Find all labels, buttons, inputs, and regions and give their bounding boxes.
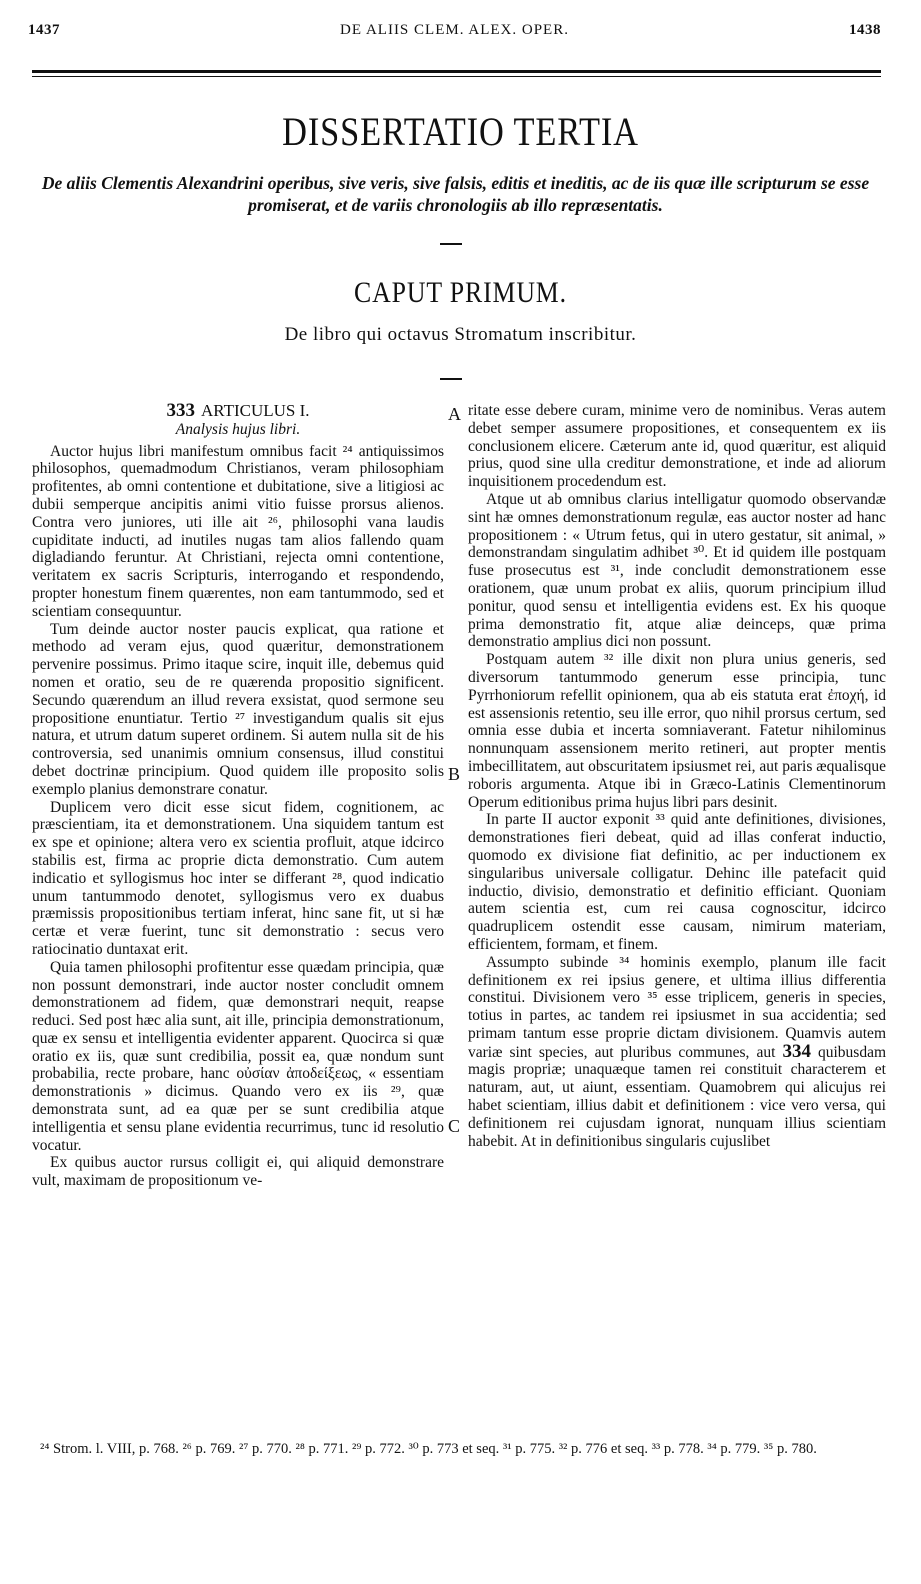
paragraph: ritate esse debere curam, minime vero de nominibus. Veras autem debet semper assumere propositiones, et consequentem ex iis conclusionem elicere. Cæterum ante id, quod quæritur, est aliquid prius, quod sine ulla creditur demonstratione, et inde ad aliorum inquisitionem procedendum est. [468, 402, 886, 491]
dissertation-subtitle: De aliis Clementis Alexandrini operibus, sive veris, sive falsis, editis et ineditis, ac de iis quæ ille scripturum se esse promiserat, et de variis chronologiis ab illo repræsentatis. [41, 173, 870, 215]
chapter-subtitle: De libro qui octavus Stromatum inscribitur. [284, 324, 637, 345]
paragraph-text: Assumpto subinde ³⁴ hominis exemplo, planum ille facit definitionem ex rei ipsius genere, et ultima illius differentia constitui. Divisionem vero ³⁵ esse triplicem, generis in species, totius in partes, ac tandem rei ipsiusmet in sua accidentia; sed primam tantum esse proprie dictam divisionem. Quamvis autem variæ sint species, aut pluribus communes, aut [468, 953, 886, 1061]
running-title: DE ALIIS CLEM. ALEX. OPER. [340, 22, 569, 38]
article-title: ARTICULUS I. [200, 401, 310, 420]
footnotes: ²⁴ Strom. l. VIII, p. 768. ²⁶ p. 769. ²⁷ p. 770. ²⁸ p. 771. ²⁹ p. 772. ³⁰ p. 773 et seq. ³¹ p. 775. ³² p. 776 et seq. ³³ p. 778. ³⁴ p. 779. ³⁵ p. 780. [40, 1441, 817, 1457]
article-heading [32, 402, 444, 420]
separator-dash [440, 378, 462, 380]
separator-dash [440, 243, 462, 245]
paragraph: Duplicem vero dicit esse sicut fidem, cognitionem, ac præscientiam, ita et demonstrationem. Una siquidem tantum est ex spe et opinione; altera vero ex scientia profluit, atque idcirco stabilis est, firma ac proprie dicta demonstratio. Cum autem indicatio et syllogismus hoc inter se differant ²⁸, quod indicatio unum tantummodo denotet, syllogismus vero ex duabus præmissis propositionibus tertiam inferat, hinc sane fit, ut si hæ certæ et veræ fuerint, tunc sit demonstratio : secus vero ratiocinatio duntaxat erit. [32, 798, 444, 958]
paragraph: In parte II auctor exponit ³³ quid ante definitiones, divisiones, demonstrationes fieri debeat, quid ad illas conferat inductio, quomodo ex divisione fiat definitio, ac per inductionem ex singularibus universale colligatur. Dehinc ille patefacit quid inductio, divisio, demonstratio et definitio efficiant. Quoniam autem scientia est, cum rei causa cognoscitur, idcirco quadruplicem ostendit esse causam, nimirum materiam, efficientem, formam, et finem. [468, 811, 886, 953]
paragraph: Postquam autem ³² ille dixit non plura unius generis, sed diversorum tantummodo generum esse principia, tunc Pyrrhoniorum refellit opinionem, qua ab eis statuta erat ἐποχή, id est assensionis retentio, seu ille error, quo nihil prorsus certum, sed omnia esse dubia et incerta somniaverant. Fatetur nihilominus nonnunquam assensionem merito retineri, aut propter mentis imbecillitatem, aut obscuritatem ipsiusmet rei, aut paris æqualisque roboris argumenta. Atque ibi in Græco-Latinis Clementinorum Operum editionibus prima hujus libri pars desinit. [468, 651, 886, 811]
dissertation-title: DISSERTATIO TERTIA [282, 109, 639, 154]
margin-marker-b: B [448, 764, 461, 784]
header-rule-thin [32, 76, 881, 77]
left-text-column [32, 402, 444, 1190]
running-header [28, 22, 881, 46]
left-column-number: 1437 [28, 22, 60, 38]
margin-marker-c: C [448, 1116, 461, 1136]
paragraph: Auctor hujus libri manifestum omnibus facit ²⁴ antiquissimos philosophos, quemadmodum Christianos, veram philosophiam profitentes, ab omni contentione et dubitatione, sive a litigiosi ac dubii semperque ancipitis animi vitio fuisse prorsus alienos. Contra vero juniores, uti ille ait ²⁶, philosophi vana laudis cupiditate inducti, ad inutiles nugas tam alios fallendo quam digladiando feruntur. At Christiani, rejecta omni contentione, veritatem ex sacris Scripturis, interrogando et respondendo, propter honestum finem quærentes, non eam tantummodo, sed et scientiam consequuntur. [32, 442, 444, 620]
right-column-number: 1438 [849, 22, 881, 38]
paragraph-text: quibusdam magis propriæ; unaquæque tamen rei constituit characterem et naturam, aut, ut aiunt, essentiam. Quamobrem qui alicujus rei habet scientiam, illius dabit et definitionem : vice vero versa, qui definitionem rei cujusdam ignorat, nunquam illius scientiam habebit. At in definitionibus singularis cujuslibet [468, 1043, 887, 1150]
column-number-333: 333 [166, 400, 195, 421]
chapter-title: CAPUT PRIMUM. [354, 276, 567, 309]
paragraph: Atque ut ab omnibus clarius intelligatur quomodo observandæ sint hæ omnes demonstrationum regulæ, eas auctor noster ad hanc propositionem : « Utrum fetus, qui in utero gestatur, sit animal, » demonstrandam singulatim adhibet ³⁰. Et id quidem ille postquam fuse prosecutus est ³¹, inde concludit demonstrationem esse orationem, quæ unum probat ex aliis, quorum principium illud ponitur, quod sensu et intelligentia evidens est. Ex his quoque prima demonstratio fit, atque aliæ deinceps, quæ prima demonstratio amplius dici non possunt. [468, 490, 886, 651]
header-rule-thick [32, 70, 881, 73]
margin-marker-a: A [448, 404, 461, 424]
paragraph: Quia tamen philosophi profitentur esse quædam principia, quæ non possunt demonstrari, inde auctor noster concludit omnem demonstrationem ad fidem, quæ demonstrari nequit, reapse reduci. Sed post hæc alia sunt, ait ille, principia demonstrationum, quæ ex sensu et intelligentia evidenter apparent. Quocirca si quæ oratio ex iis, quæ sunt credibilia, possit ea, quæ nondum sunt probabilia, recte probare, hanc οὐσίαν ἀποδείξεως, « essentiam demonstrationis » dicimus. Quando vero ex iis ²⁹, quæ demonstrata sunt, ad ea quæ per se sunt credibilia atque intelligentia et sensu plane evidentia recurrimus, tunc id resolutio vocatur. [32, 958, 444, 1154]
article-subheading: Analysis hujus libri. [175, 420, 301, 438]
column-number-334: 334 [782, 1040, 811, 1062]
paragraph [468, 954, 886, 1151]
paragraph: Tum deinde auctor noster paucis explicat, qua ratione et methodo ad veram ejus, quod quæritur, demonstrationem pervenire possimus. Primo itaque scire, inquit ille, debemus quid nomen et oratio, seu de re quærenda propositio significent. Secundo quærendum an illud revera exsistat, quod sermone seu propositione enuntiatur. Tertio ²⁷ investigandum qualis sit ejus natura, et utrum datum superet ordinem. Si autem nulla sit de his controversia, sed unanimis omnium consensus, illud constitui debet doctrinæ principium. Quod quidem ille proposito solis exemplo planius demonstrare conatur. [32, 620, 444, 798]
right-text-column [468, 402, 886, 1150]
paragraph: Ex quibus auctor rursus colligit ei, qui aliquid demonstrare vult, maximam de propositionum ve- [32, 1154, 444, 1190]
